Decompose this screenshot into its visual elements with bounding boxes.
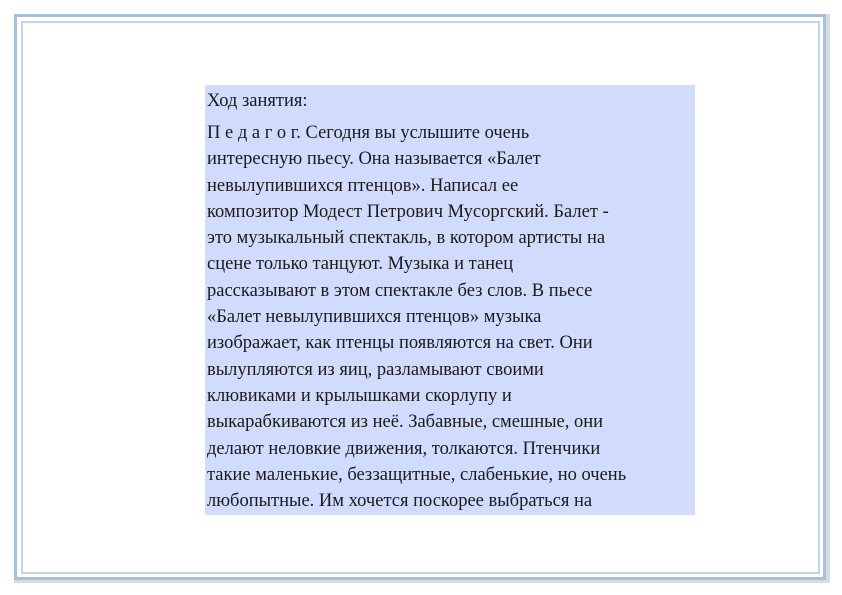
- lesson-body: [205, 118, 695, 514]
- text-line: «Балет невылупившихся птенцов» музыка: [207, 307, 542, 328]
- text-line: П е д а г о г. Сегодня вы услышите очень: [207, 123, 530, 143]
- text-line: такие маленькие, беззащитные, слабенькие, но очень: [207, 464, 627, 485]
- text-line: вылупляются из яиц, разламывают своими: [207, 359, 544, 380]
- text-line: изображает, как птенцы появляются на свет. Они: [207, 333, 593, 354]
- text-line: выкарабкиваются из неё. Забавные, смешные, они: [207, 412, 604, 433]
- lesson-text-block: [205, 85, 695, 515]
- text-line: рассказывают в этом спектакле без слов. В пьесе: [207, 280, 593, 301]
- lesson-heading: Ход занятия:: [207, 91, 308, 111]
- text-line: сцене только танцуют. Музыка и танец: [207, 254, 514, 275]
- frame-shadow-bottom: [14, 580, 830, 583]
- text-line: любопытные. Им хочется поскорее выбраться на: [207, 491, 593, 512]
- text-line: это музыкальный спектакль, в котором артисты на: [207, 228, 606, 249]
- text-line: клювиками и крылышками скорлупу и: [207, 385, 512, 406]
- text-line: композитор Модест Петрович Мусоргский. Балет -: [207, 201, 609, 222]
- text-line: интересную пьесу. Она называется «Балет: [207, 149, 541, 170]
- text-line: делают неловкие движения, толкаются. Птенчики: [207, 438, 601, 459]
- text-line: невылупившихся птенцов». Написал ее: [207, 175, 519, 196]
- frame-shadow-right: [826, 14, 830, 583]
